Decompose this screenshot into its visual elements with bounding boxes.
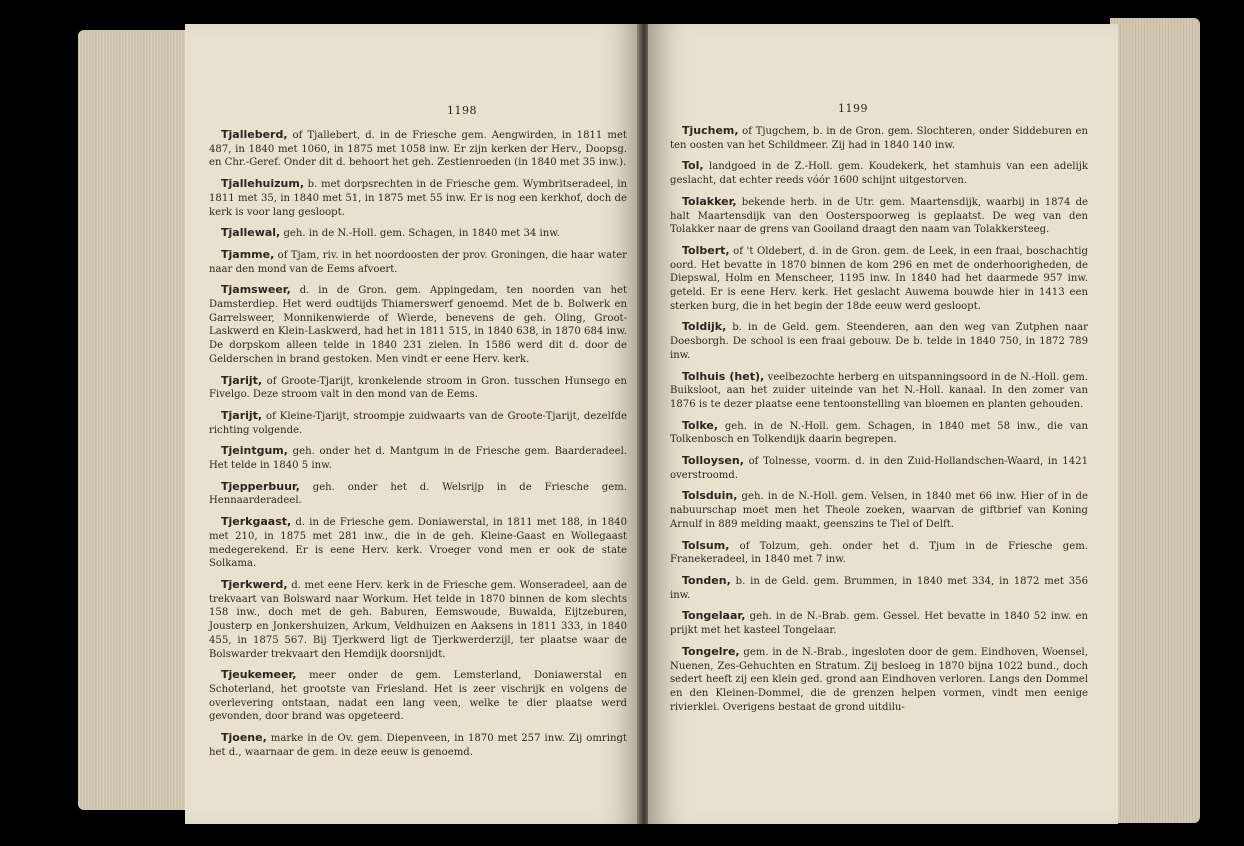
right-page-number: 1199 <box>838 102 868 115</box>
entry-headword: Tolsum, <box>682 538 730 552</box>
entry-headword: Tolke, <box>682 418 719 432</box>
entry-headword: Tolsduin, <box>682 489 738 503</box>
entry-text: of Groote-Tjarijt, kronkelende stroom in Gron. tusschen Hunsego en Fivelgo. Deze stroom valt in den mond van de Eems. <box>209 375 627 401</box>
entry-headword: Tjerkgaast, <box>221 515 292 529</box>
entry-text: bekende herb. in de Utr. gem. Maartensdijk, waarbij in 1874 de halt Maartensdijk van den Oosterspoorweg is geplaatst. De weg van den Tolakker naar de grens van Gooiland draagt den naam van Tolakkersteeg. <box>670 196 1088 236</box>
dictionary-entry <box>670 419 1088 447</box>
entry-text: of Tjallebert, d. in de Friesche gem. Aengwirden, in 1811 met 487, in 1840 met 1060, in 1875 met 1058 inw. Er zijn kerken der Herv., Doopsg. en Chr.-Geref. Onder dit d. behoort het geh. Zestienroeden (in 1840 met 35 inw.). <box>209 130 627 169</box>
dictionary-entry <box>670 609 1088 637</box>
entry-text: of Tolnesse, voorm. d. in den Zuid-Hollandschen-Waard, in 1421 overstroomd. <box>670 456 1088 481</box>
dictionary-entry <box>670 124 1088 152</box>
entry-text: of Tolzum, geh. onder het d. Tjum in de Friesche gem. Franekeradeel, in 1840 met 7 inw. <box>670 540 1088 566</box>
entry-text: of Kleine-Tjarijt, stroompje zuidwaarts van de Groote-Tjarijt, dezelfde richting volgende. <box>209 410 627 436</box>
entry-text: d. in de Gron. gem. Appingedam, ten noorden van het Damsterdiep. Het werd oudtijds Thiamerswerf genoemd. Met de b. Bolwerk en Garrelsweer, Monnikenwierde of Wierde, benevens de geh. Oling, Groot-Laskwerd en Klein-Laskwerd, had het in 1811 515, in 1840 638, in 1870 684 inw. De dorpskom alleen telde in 1840 231 zielen. In 1586 werd dit d. door de Gelderschen in brand gestoken. Men vindt er eene Herv. kerk. <box>209 285 627 365</box>
dictionary-entry <box>209 731 627 759</box>
entry-text: veelbezochte herberg en uitspanningsoord in de N.-Holl. gem. Buiksloot, aan het zuider uiteinde van het N.-Holl. kanaal. In den zomer van 1876 is te dezer plaatse eene tentoonstelling van bloemen en planten gehouden. <box>670 371 1088 410</box>
dictionary-entry <box>209 283 627 366</box>
dictionary-entry <box>670 645 1088 715</box>
dictionary-entry <box>209 444 627 472</box>
entry-text: b. met dorpsrechten in de Friesche gem. Wymbritseradeel, in 1811 met 35, in 1840 met 51, in 1875 met 55 inw. Er is nog een kerkhof, doch de kerk is voor lang gesloopt. <box>209 179 627 218</box>
entry-text: landgoed in de Z.-Holl. gem. Koudekerk, het stamhuis van een adelijk geslacht, dat echter reeds vóór 1600 schijnt uitgestorven. <box>670 161 1088 187</box>
entry-headword: Tolbert, <box>682 243 730 257</box>
entry-headword: Tjamsweer, <box>221 283 291 297</box>
entry-headword: Tjeukemeer, <box>221 668 297 682</box>
entry-text: of 't Oldebert, d. in de Gron. gem. de Leek, in een fraai, boschachtig oord. Het bevatte in 1870 binnen de kom 296 en met de onderhoorigheden, de Diepswal, Holm en Menscheer, 1195 inw. In 1840 had het daarmede 957 inw. geteld. Er is eene Herv. kerk. Het geslacht Auwema bouwde hier in 1413 een sterken burg, die in het begin der 18de eeuw werd gesloopt. <box>670 245 1088 312</box>
entry-headword: Tjoene, <box>221 731 267 745</box>
dictionary-entry <box>670 574 1088 602</box>
entry-text: geh. in de N.-Holl. gem. Schagen, in 1840 met 34 inw. <box>280 228 560 240</box>
dictionary-entry <box>670 244 1088 314</box>
dictionary-entry <box>209 480 627 508</box>
entry-headword: Tol, <box>682 159 704 173</box>
dictionary-entry <box>670 370 1088 412</box>
entry-headword: Tjeintgum, <box>221 444 288 458</box>
entry-text: d. in de Friesche gem. Doniawerstal, in 1811 met 188, in 1840 met 210, in 1875 met 281 inw., die in de geh. Kleine-Gaast en Wollegaast medegerekend. Er is eene Herv. kerk. Vroeger vond men er ook de state Solkama. <box>209 517 627 570</box>
dictionary-entry <box>209 177 627 219</box>
right-page-text <box>670 124 1088 721</box>
dictionary-entry <box>209 515 627 571</box>
entry-text: marke in de Ov. gem. Diepenveen, in 1870 met 257 inw. Zij omringt het d., waarnaar de gem. in deze eeuw is genoemd. <box>209 733 627 758</box>
entry-text: geh. in de N.-Holl. gem. Schagen, in 1840 met 58 inw., die van Tolkenbosch en Tolkendijk daarin begrepen. <box>670 420 1088 446</box>
dictionary-entry <box>209 578 627 661</box>
entry-text: gem. in de N.-Brab., ingesloten door de gem. Eindhoven, Woensel, Nuenen, Zes-Gehuchten en Stratum. Zij besloeg in 1870 bijna 1022 bund., doch sedert heeft zij een klein ged. grond aan Eindhoven verloren. Langs den Dommel en den Kleinen-Dommel, die de grenzen helpen vormen, vindt men eenige rivierklei. Overigens bestaat de grond uitdilu- <box>670 646 1088 713</box>
left-page-number: 1198 <box>447 104 477 117</box>
entry-headword: Tjarijt, <box>221 373 263 387</box>
entry-headword: Tongelre, <box>682 644 740 658</box>
dictionary-entry <box>209 248 627 276</box>
entry-text: geh. onder het d. Welsrijp in de Friesche gem. Hennaarderadeel. <box>209 481 627 507</box>
entry-headword: Tjepperbuur, <box>221 479 300 493</box>
right-page <box>648 24 1118 824</box>
left-page-edges <box>78 30 188 810</box>
dictionary-entry <box>670 195 1088 237</box>
dictionary-entry <box>209 409 627 437</box>
entry-headword: Tjalleberd, <box>221 128 288 141</box>
dictionary-entry <box>670 454 1088 482</box>
entry-headword: Tjallewal, <box>221 226 281 240</box>
entry-text: geh. onder het d. Mantgum in de Friesche gem. Baarderadeel. Het telde in 1840 5 inw. <box>209 446 627 472</box>
entry-text: d. met eene Herv. kerk in de Friesche gem. Wonseradeel, aan de trekvaart van Bolsward naar Workum. Het telde in 1870 binnen de kom slechts 158 inw., doch met de geh. Baburen, Eemswoude, Buwalda, Eijtzeburen, Jousterp en Jonkershuizen, Arkum, Veldhuizen en Aaksens in 1811 333, in 1840 455, in 1875 567. Bij Tjerkwerd ligt de Tjerkwerderzijl, ter plaatse waar de Bolswarder trekvaart den Hemdijk doorsnijdt. <box>209 579 627 660</box>
dictionary-entry <box>670 159 1088 187</box>
dictionary-entry <box>670 489 1088 531</box>
entry-text: b. in de Geld. gem. Steenderen, aan den weg van Zutphen naar Doesborgh. De school is een fraai gebouw. De b. telde in 1840 750, in 1872 789 inw. <box>670 322 1088 361</box>
entry-headword: Tjallehuizum, <box>221 177 305 191</box>
entry-text: of Tjam, riv. in het noordoosten der prov. Groningen, die haar water naar den mond van de Eems afvoert. <box>209 249 627 275</box>
entry-text: b. in de Geld. gem. Brummen, in 1840 met 334, in 1872 met 356 inw. <box>670 575 1088 601</box>
entry-headword: Tolloysen, <box>682 454 744 468</box>
entry-headword: Tjarijt, <box>221 408 263 422</box>
entry-headword: Tonden, <box>682 573 731 587</box>
dictionary-entry <box>670 320 1088 362</box>
entry-headword: Tongelaar, <box>682 609 746 623</box>
dictionary-entry <box>209 226 627 241</box>
entry-text: meer onder de gem. Lemsterland, Doniawerstal en Schoterland, het grootste van Friesland. Het is zeer vischrijk en volgens de overlevering ontstaan, nadat een lang veen, welke te dier plaatse werd gevonden, door brand was opgeteerd. <box>209 670 627 723</box>
right-page-edges <box>1110 18 1200 823</box>
entry-headword: Tolakker, <box>682 194 737 208</box>
entry-headword: Tjuchem, <box>682 124 739 137</box>
entry-headword: Toldijk, <box>682 320 727 334</box>
left-page-text <box>209 128 627 766</box>
dictionary-entry <box>209 128 627 170</box>
dictionary-entry <box>209 374 627 402</box>
entry-headword: Tolhuis (het), <box>682 369 765 383</box>
left-page <box>185 24 641 824</box>
entry-headword: Tjerkwerd, <box>221 577 288 591</box>
entry-text: geh. in de N.-Holl. gem. Velsen, in 1840 met 66 inw. Hier of in de nabuurschap moet men het Theole zoeken, waarvan de giftbrief van Koning Arnulf in 889 melding maakt, geenszins te Tiel of Delft. <box>670 491 1088 530</box>
dictionary-entry <box>209 668 627 724</box>
dictionary-entry <box>670 539 1088 567</box>
entry-text: geh. in de N.-Brab. gem. Gessel. Het bevatte in 1840 52 inw. en prijkt met het kasteel Tongelaar. <box>670 611 1088 637</box>
entry-headword: Tjamme, <box>221 247 275 261</box>
entry-text: of Tjugchem, b. in de Gron. gem. Slochteren, onder Siddeburen en ten oosten van het Schildmeer. Zij had in 1840 140 inw. <box>670 126 1088 151</box>
